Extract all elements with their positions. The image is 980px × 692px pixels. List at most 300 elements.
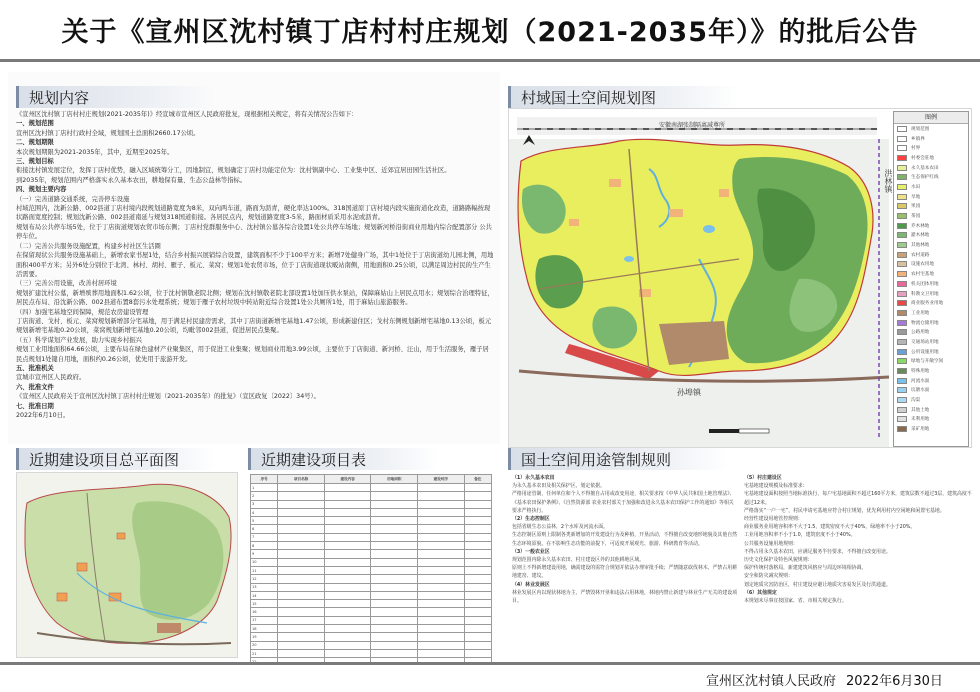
table-cell: 17: [251, 616, 278, 624]
legend-label: 农村宅基地: [911, 272, 934, 278]
legend-label: 水田: [911, 184, 921, 190]
table-cell: 13: [251, 583, 278, 591]
table-cell: [418, 508, 465, 516]
legend-label: 工业用地: [911, 310, 930, 316]
table-cell: [278, 641, 325, 649]
intro-paragraph: 规划布局公共停车场5处，位于丁店街道规划农贸市场东侧；丁店村党群服务中心、沈村镇公墓各综合设置1处公共停车场地；规划新河桥沿街商业用地内综合配置部分 公共停车位。: [16, 223, 492, 241]
rule-paragraph: 包括省级生态公益林，2个水库及河流水面。: [512, 524, 609, 531]
legend-item: [894, 386, 968, 396]
table-cell: [278, 542, 325, 550]
legend-swatch: [897, 232, 907, 238]
projects-table: [250, 474, 492, 667]
site-plan-map: [16, 472, 238, 658]
table-cell: [371, 600, 418, 608]
intro-paragraph: 《宣州区人民政府关于宣州区沈村镇丁店村村庄规划（2021-2035年）的批复》（宣区政复〔2022〕34号）。: [16, 393, 320, 401]
legend-swatch: [897, 387, 907, 393]
legend-item: [894, 424, 968, 434]
intro-paragraph: 宣城市宣州区人民政府。: [16, 374, 86, 382]
table-cell: 12: [251, 575, 278, 583]
table-row: [251, 508, 492, 516]
table-cell: [418, 525, 465, 533]
rule-paragraph: 为永久基本农田及相关保护区，划定依据。: [512, 483, 605, 490]
table-cell: [371, 633, 418, 641]
table-cell: [371, 492, 418, 500]
table-cell: [418, 550, 465, 558]
legend-swatch: [897, 339, 907, 345]
legend-item: [894, 221, 968, 231]
intro-paragraph: 在保留现状公共服务设施基础上，新增农家书屋1处，结合乡村振兴展销综合设置，建筑面积不少于100平方米；新增7处健身广场，其中1处位于丁店街道幼儿园北侧，用地面积400平方米；另外6处分别位于北湾、林村、胡村、雁子、板元、菜窝；规划1处农贸市场，位于丁店街道现状畈站南侧，用地面积0.25公顷，以满足周边村民的生产生活需要。: [16, 252, 494, 278]
table-cell: [324, 500, 371, 508]
table-cell: [418, 591, 465, 599]
issue-date: 2022年6月30日: [846, 674, 943, 689]
land-use-map: [508, 108, 972, 448]
table-cell: [371, 625, 418, 633]
intro-paragraph: 2022年6月10日。: [16, 412, 70, 419]
legend-label: 商业服务业用地: [911, 301, 944, 307]
table-cell: 15: [251, 600, 278, 608]
table-cell: [278, 608, 325, 616]
legend-item: [894, 172, 968, 182]
legend-swatch: [897, 155, 907, 161]
rule-paragraph: 本规划未尽事宜按国家、省、市相关规定执行。: [744, 598, 847, 605]
table-cell: [324, 625, 371, 633]
table-cell: [464, 550, 491, 558]
rule-heading: （3）一般农业区: [512, 548, 550, 555]
table-cell: [464, 558, 491, 566]
legend-item: [894, 250, 968, 260]
table-cell: [418, 583, 465, 591]
intro-text: [16, 110, 494, 440]
table-row: [251, 583, 492, 591]
intro-paragraph: 丁店街道、戈村、板元、菜窝规划新增部分宅基地，用于满足村民建房需求，其中丁店街道新增宅基地1.47公顷，形成新建住区；戈村东侧规划新增宅基地0.13公顷，板元规划新增宅基地0.20公顷，菜窝规划新增宅基地0.20公顷，均毗邻002县道，促进居民点集聚。: [16, 317, 492, 335]
table-cell: 9: [251, 550, 278, 558]
table-cell: [324, 591, 371, 599]
table-cell: [278, 508, 325, 516]
table-cell: [464, 566, 491, 574]
legend-label: 机关团体用地: [911, 281, 939, 287]
legend-item: [894, 357, 968, 367]
intro-paragraph: （四）加强宅基地空间保障，规范农房建设管理: [16, 308, 149, 316]
table-cell: [371, 508, 418, 516]
legend-swatch: [897, 126, 907, 132]
legend-item: [894, 298, 968, 308]
table-cell: [371, 533, 418, 541]
table-cell: [418, 558, 465, 566]
table-row: [251, 591, 492, 599]
table-cell: [278, 550, 325, 558]
table-cell: [464, 616, 491, 624]
rule-paragraph: 工业用地容积率不小于1.0，建筑密度不小于40%。: [744, 532, 856, 539]
legend-label: 其他林地: [911, 243, 930, 249]
table-header-cell: 建设时序: [418, 475, 465, 484]
table-cell: [371, 591, 418, 599]
table-cell: 16: [251, 608, 278, 616]
table-cell: [464, 508, 491, 516]
legend-label: 公路用地: [911, 330, 930, 336]
intro-paragraph: 村域范围内，沈新公路、002县道丁店村境内段规划道路宽度为8米，双向两车道，路面为沥青，硬化率达100%。318国道原丁店村境内段实施街道化改造，道路路幅按现状路面宽度控制；规划沈新公路、002县道南延与规划318国道衔接。各居民点内，规划道路宽度3-5米，路面材质采用水泥或沥青。: [16, 205, 491, 222]
table-cell: 10: [251, 558, 278, 566]
table-cell: [371, 500, 418, 508]
legend-item: [894, 182, 968, 192]
table-cell: [324, 542, 371, 550]
table-cell: [324, 492, 371, 500]
rules-right-column: [744, 474, 972, 660]
legend-item: [894, 405, 968, 415]
legend-item: [894, 279, 968, 289]
legend-swatch: [897, 300, 907, 306]
legend-swatch: [897, 378, 907, 384]
table-cell: [324, 583, 371, 591]
table-row: [251, 525, 492, 533]
table-cell: [324, 600, 371, 608]
legend-label: 特殊用地: [911, 369, 930, 375]
rule-heading: （2）生态控制区: [512, 516, 550, 523]
legend-swatch: [897, 184, 907, 190]
legend-label: 乡镇界: [911, 136, 925, 142]
legend-label: 公用设施用地: [911, 349, 939, 355]
legend-swatch: [897, 261, 907, 267]
legend-item: [894, 347, 968, 357]
rule-paragraph: 原则上不得新增建设用地，确需建设的需符合规划并依法办理审批手续；严禁随意砍伐林木、严禁占用耕地建窑、建坟。: [512, 565, 737, 580]
table-cell: [418, 600, 465, 608]
table-cell: [464, 583, 491, 591]
legend-swatch: [897, 397, 907, 403]
legend-swatch: [897, 349, 907, 355]
legend-item: [894, 240, 968, 250]
table-cell: [371, 575, 418, 583]
table-header-cell: 用地面积: [371, 475, 418, 484]
rule-paragraph: 历史文化保护及特色风貌规则：: [744, 557, 813, 564]
table-cell: 8: [251, 542, 278, 550]
legend-item: [894, 269, 968, 279]
table-cell: 1: [251, 484, 278, 492]
table-cell: [278, 625, 325, 633]
table-cell: 7: [251, 533, 278, 541]
table-row: [251, 616, 492, 624]
table-cell: [278, 600, 325, 608]
rail-label: 安徽南湖张制隔离减尊所: [659, 122, 726, 129]
legend-swatch: [897, 136, 907, 142]
table-cell: [324, 649, 371, 657]
legend-item: [894, 231, 968, 241]
table-cell: [324, 558, 371, 566]
legend-swatch: [897, 174, 907, 180]
table-row: [251, 500, 492, 508]
table-cell: [278, 484, 325, 492]
intro-heading: 一、规划范围: [16, 120, 54, 128]
table-cell: 21: [251, 649, 278, 657]
legend-item: [894, 192, 968, 202]
legend-swatch: [897, 252, 907, 258]
table-cell: [371, 558, 418, 566]
rule-paragraph: 严格落实“一户一宅”，村民申请宅基地应符合村庄规划，优先利用村内空闲地和闲置宅基地。: [744, 507, 945, 514]
legend-item: [894, 395, 968, 405]
legend-swatch: [897, 165, 907, 171]
table-cell: [371, 641, 418, 649]
legend-swatch: [897, 203, 907, 209]
intro-paragraph: （一）完善道路交通系统，完善停车设施: [16, 195, 130, 203]
table-row: [251, 542, 492, 550]
table-cell: [418, 517, 465, 525]
table-cell: [371, 525, 418, 533]
table-cell: [464, 575, 491, 583]
intro-heading: 二、规划期限: [16, 139, 54, 147]
table-row: [251, 484, 492, 492]
intro-paragraph: 到2035年，规划范围内严格落实永久基本农田，耕地保有量、生态公益林等指标。: [16, 176, 247, 184]
legend-swatch: [897, 145, 907, 151]
town-label: 洪林镇: [884, 169, 893, 193]
legend-swatch: [897, 310, 907, 316]
table-row: [251, 558, 492, 566]
legend-swatch: [897, 368, 907, 374]
legend-item: [894, 308, 968, 318]
table-cell: [278, 517, 325, 525]
table-cell: [464, 525, 491, 533]
site-plan-svg: [17, 473, 238, 658]
legend-item: [894, 143, 968, 153]
table-cell: 2: [251, 492, 278, 500]
legend-label: 未利用地: [911, 417, 930, 423]
legend-swatch: [897, 242, 907, 248]
table-cell: [418, 633, 465, 641]
table-cell: 18: [251, 625, 278, 633]
map-legend: [893, 111, 969, 447]
legend-item: [894, 134, 968, 144]
rule-paragraph: 不得占用永久基本农田，应满足服务半径要求，不得擅自改变用途。: [744, 548, 891, 555]
table-cell: [324, 641, 371, 649]
table-cell: 5: [251, 517, 278, 525]
table-cell: [324, 517, 371, 525]
table-cell: [418, 492, 465, 500]
table-cell: [464, 600, 491, 608]
legend-swatch: [897, 329, 907, 335]
table-cell: [418, 575, 465, 583]
intro-paragraph: 宣州区沈村镇丁店村行政村全域，规划国土总面积2660.17公顷。: [16, 129, 200, 137]
intro-paragraph: （二）完善公共服务设施配置，构建乡村社区生活圈: [16, 242, 161, 250]
table-cell: 3: [251, 500, 278, 508]
legend-swatch: [897, 291, 907, 297]
table-cell: [278, 616, 325, 624]
table-cell: [464, 649, 491, 657]
table-cell: [464, 500, 491, 508]
plan-section-title: 近期建设项目总平面图: [16, 448, 216, 470]
table-cell: [418, 484, 465, 492]
table-cell: [371, 616, 418, 624]
table-row: [251, 600, 492, 608]
map-section-title: 村域国土空间规划图: [508, 86, 738, 108]
legend-label: 茶园: [911, 214, 921, 220]
table-header-cell: 备注: [464, 475, 491, 484]
rule-heading: （4）林业发展区: [512, 581, 550, 588]
legend-label: 灌木林地: [911, 233, 930, 239]
intro-paragraph: （三）完善公用设施，改善村居环境: [16, 280, 117, 288]
table-cell: [464, 517, 491, 525]
table-cell: [278, 591, 325, 599]
table-cell: [324, 484, 371, 492]
legend-swatch: [897, 271, 907, 277]
footer-bar: [0, 662, 980, 692]
table-cell: [324, 616, 371, 624]
issuing-organization: 宣州区沈村镇人民政府: [706, 674, 837, 689]
rule-paragraph: 保护传统村落格局，新建建筑风格应与周边环境相协调。: [744, 565, 867, 572]
table-cell: [418, 500, 465, 508]
legend-label: 乔木林地: [911, 223, 930, 229]
table-cell: [371, 542, 418, 550]
table-cell: [418, 533, 465, 541]
table-cell: [278, 492, 325, 500]
table-cell: [278, 525, 325, 533]
legend-item: [894, 327, 968, 337]
table-cell: [371, 484, 418, 492]
intro-paragraph: 本次规划期限为2021-2035年，其中，近期至2025年。: [16, 148, 174, 156]
table-row: [251, 550, 492, 558]
legend-label: 村界: [911, 146, 921, 152]
legend-item: [894, 337, 968, 347]
table-header-cell: 建设内容: [324, 475, 371, 484]
intro-paragraph: （五）科学谋划产业发展，助力实现乡村振兴: [16, 336, 142, 344]
table-cell: [464, 542, 491, 550]
table-cell: [278, 558, 325, 566]
table-cell: [418, 641, 465, 649]
table-cell: [464, 641, 491, 649]
legend-title: 图例: [894, 112, 968, 124]
table-cell: [418, 649, 465, 657]
table-row: [251, 575, 492, 583]
table-cell: [324, 633, 371, 641]
table-row: [251, 625, 492, 633]
rule-paragraph: 划定地质灾害防治区，村庄建设应避让地质灾害易发区及行洪通道。: [744, 581, 891, 588]
legend-label: 科教文卫用地: [911, 291, 939, 297]
table-cell: [464, 591, 491, 599]
table-cell: [324, 575, 371, 583]
legend-label: 采矿用地: [911, 427, 930, 433]
table-cell: [278, 500, 325, 508]
legend-label: 河流水面: [911, 378, 930, 384]
legend-swatch: [897, 223, 907, 229]
table-row: [251, 633, 492, 641]
legend-item: [894, 318, 968, 328]
table-cell: [464, 625, 491, 633]
table-cell: 4: [251, 508, 278, 516]
table-row: [251, 608, 492, 616]
table-row: [251, 566, 492, 574]
rule-paragraph: 宅基地建设规模及标准要求：: [744, 483, 808, 490]
rule-paragraph: 林业发展区内以现状林地为主，严禁毁林开垦和违法占用林地，林地内禁止新建与林业生产无关的建设项目。: [512, 589, 737, 605]
legend-swatch: [897, 358, 907, 364]
header-bar: [0, 0, 980, 62]
legend-label: 交通场站用地: [911, 339, 939, 345]
table-cell: [278, 633, 325, 641]
legend-label: 规划范围: [911, 126, 930, 132]
table-cell: [278, 566, 325, 574]
rule-paragraph: 商业服务业用地容积率不大于1.5，建筑密度不大于40%，绿地率不小于20%。: [744, 524, 916, 531]
table-row: [251, 649, 492, 657]
table-cell: [278, 533, 325, 541]
legend-label: 沟渠: [911, 398, 921, 404]
table-cell: [418, 542, 465, 550]
legend-swatch: [897, 407, 907, 413]
intro-paragraph: 衔接沈村镇发展定位，发挥丁店村优势，融入区域统筹分工，因地制宜，规划确定丁店村功能定位为：沈村镇副中心、工业集中区、近郊宜居田园生活社区。: [16, 167, 451, 175]
legend-item: [894, 376, 968, 386]
table-row: [251, 533, 492, 541]
legend-label: 永久基本农田: [911, 165, 939, 171]
legend-label: 旱地: [911, 194, 921, 200]
legend-label: 果园: [911, 204, 921, 210]
legend-label: 村委会驻地: [911, 155, 934, 161]
rule-paragraph: 公共服务设施用地规则：: [744, 540, 798, 547]
rules-left-column: [512, 474, 738, 660]
rule-paragraph: 宅基地建设面积按照当地标准执行，每户宅基地面积不超过160平方米，建筑层数不超过3层，建筑高度不超过12米。: [744, 491, 972, 506]
table-header-cell: 序号: [251, 475, 278, 484]
table-cell: [324, 525, 371, 533]
legend-swatch: [897, 194, 907, 200]
table-cell: [371, 649, 418, 657]
table-row: [251, 641, 492, 649]
rule-heading: （1）永久基本农田: [512, 475, 555, 481]
intro-heading: 七、批准日期: [16, 402, 54, 410]
table-cell: [464, 533, 491, 541]
table-cell: 11: [251, 566, 278, 574]
legend-item: [894, 163, 968, 173]
table-cell: [371, 550, 418, 558]
legend-label: 设施农用地: [911, 262, 934, 268]
rule-paragraph: 严格用途管制，任何单位和个人不得擅自占用或改变用途，相关要求按《中华人民共和国土地管理法》、《基本农田保护条例》、《自然资源部 农业农村部关于加强和改进永久基本农田保护工作的通知》等相关要求严格执行。: [512, 491, 735, 514]
rule-paragraph: 规划范围内除永久基本农田、村庄建设区外的其他耕地区域。: [512, 557, 645, 564]
legend-label: 其他土地: [911, 407, 930, 413]
table-cell: [371, 566, 418, 574]
rule-heading: （6）其他规定: [744, 589, 777, 596]
table-cell: [464, 608, 491, 616]
table-cell: [278, 575, 325, 583]
rule-paragraph: 生态控制区原则上限制各类新增加的开发建设行为及种植，开垦活动，不得擅自改变地形地貌及其他自然生态环境原貌，在不影响生态功能的前提下，可适度开展观光、旅游、科研教育等活动。: [512, 532, 737, 547]
road-label: 孙埠镇: [677, 388, 701, 397]
table-cell: [418, 608, 465, 616]
table-row: [251, 492, 492, 500]
legend-item: [894, 260, 968, 270]
legend-swatch: [897, 213, 907, 219]
legend-label: 农村道路: [911, 252, 930, 258]
legend-item: [894, 211, 968, 221]
legend-swatch: [897, 320, 907, 326]
legend-label: 坑塘水面: [911, 388, 930, 394]
table-cell: [418, 616, 465, 624]
table-header-cell: 项目名称: [278, 475, 325, 484]
table-cell: [418, 566, 465, 574]
legend-swatch: [897, 281, 907, 287]
legend-label: 物流仓储用地: [911, 320, 939, 326]
rules-section-title: 国土空间用途管制规则: [508, 448, 728, 470]
table-cell: [278, 649, 325, 657]
intro-heading: 六、批准文件: [16, 383, 54, 391]
table-cell: [371, 608, 418, 616]
intro-paragraph: 规划工业用地面积64.66公顷，主要布局在绿色建材产业聚集区，用于促进工业集聚；规划商业用地3.99公顷，主要位于丁店街道、新河桥、汪山，用于生活服务，雁子居民点规划1处键自用地，面积约0.26公顷，优先用于旅游开发。: [16, 346, 489, 363]
legend-swatch: [897, 416, 907, 422]
table-row: [251, 517, 492, 525]
table-cell: [464, 633, 491, 641]
rule-paragraph: 安全和防灾减灾规则：: [744, 573, 793, 580]
legend-item: [894, 153, 968, 163]
intro-section-title: 规划内容: [16, 86, 216, 108]
intro-heading: 四、规划主要内容: [16, 186, 67, 194]
rule-heading: （5）村庄建设区: [744, 475, 782, 481]
table-cell: [418, 625, 465, 633]
legend-label: 绿地与开敞空间: [911, 359, 944, 365]
legend-swatch: [897, 426, 907, 432]
rule-paragraph: 经营性建设用地管控规则：: [744, 516, 803, 523]
projects-section-title: 近期建设项目表: [248, 448, 438, 470]
legend-item: [894, 366, 968, 376]
intro-paragraph: 规划扩建沈村公墓，新增殡葬用地面积1.62公顷，位于沈村镇敬老院北侧；规划在沈村镇敬老院北部设置1处加压供水泵站，保障麻姑山上居民点用水；规划综合治理特征，居民点布局、沿沈新公路、002县道布置8套污水处理系统；规划于雁子农村垃圾中转站附近综合设置1处公共厕所1处，用于麻姑山旅游服务。: [16, 289, 494, 307]
